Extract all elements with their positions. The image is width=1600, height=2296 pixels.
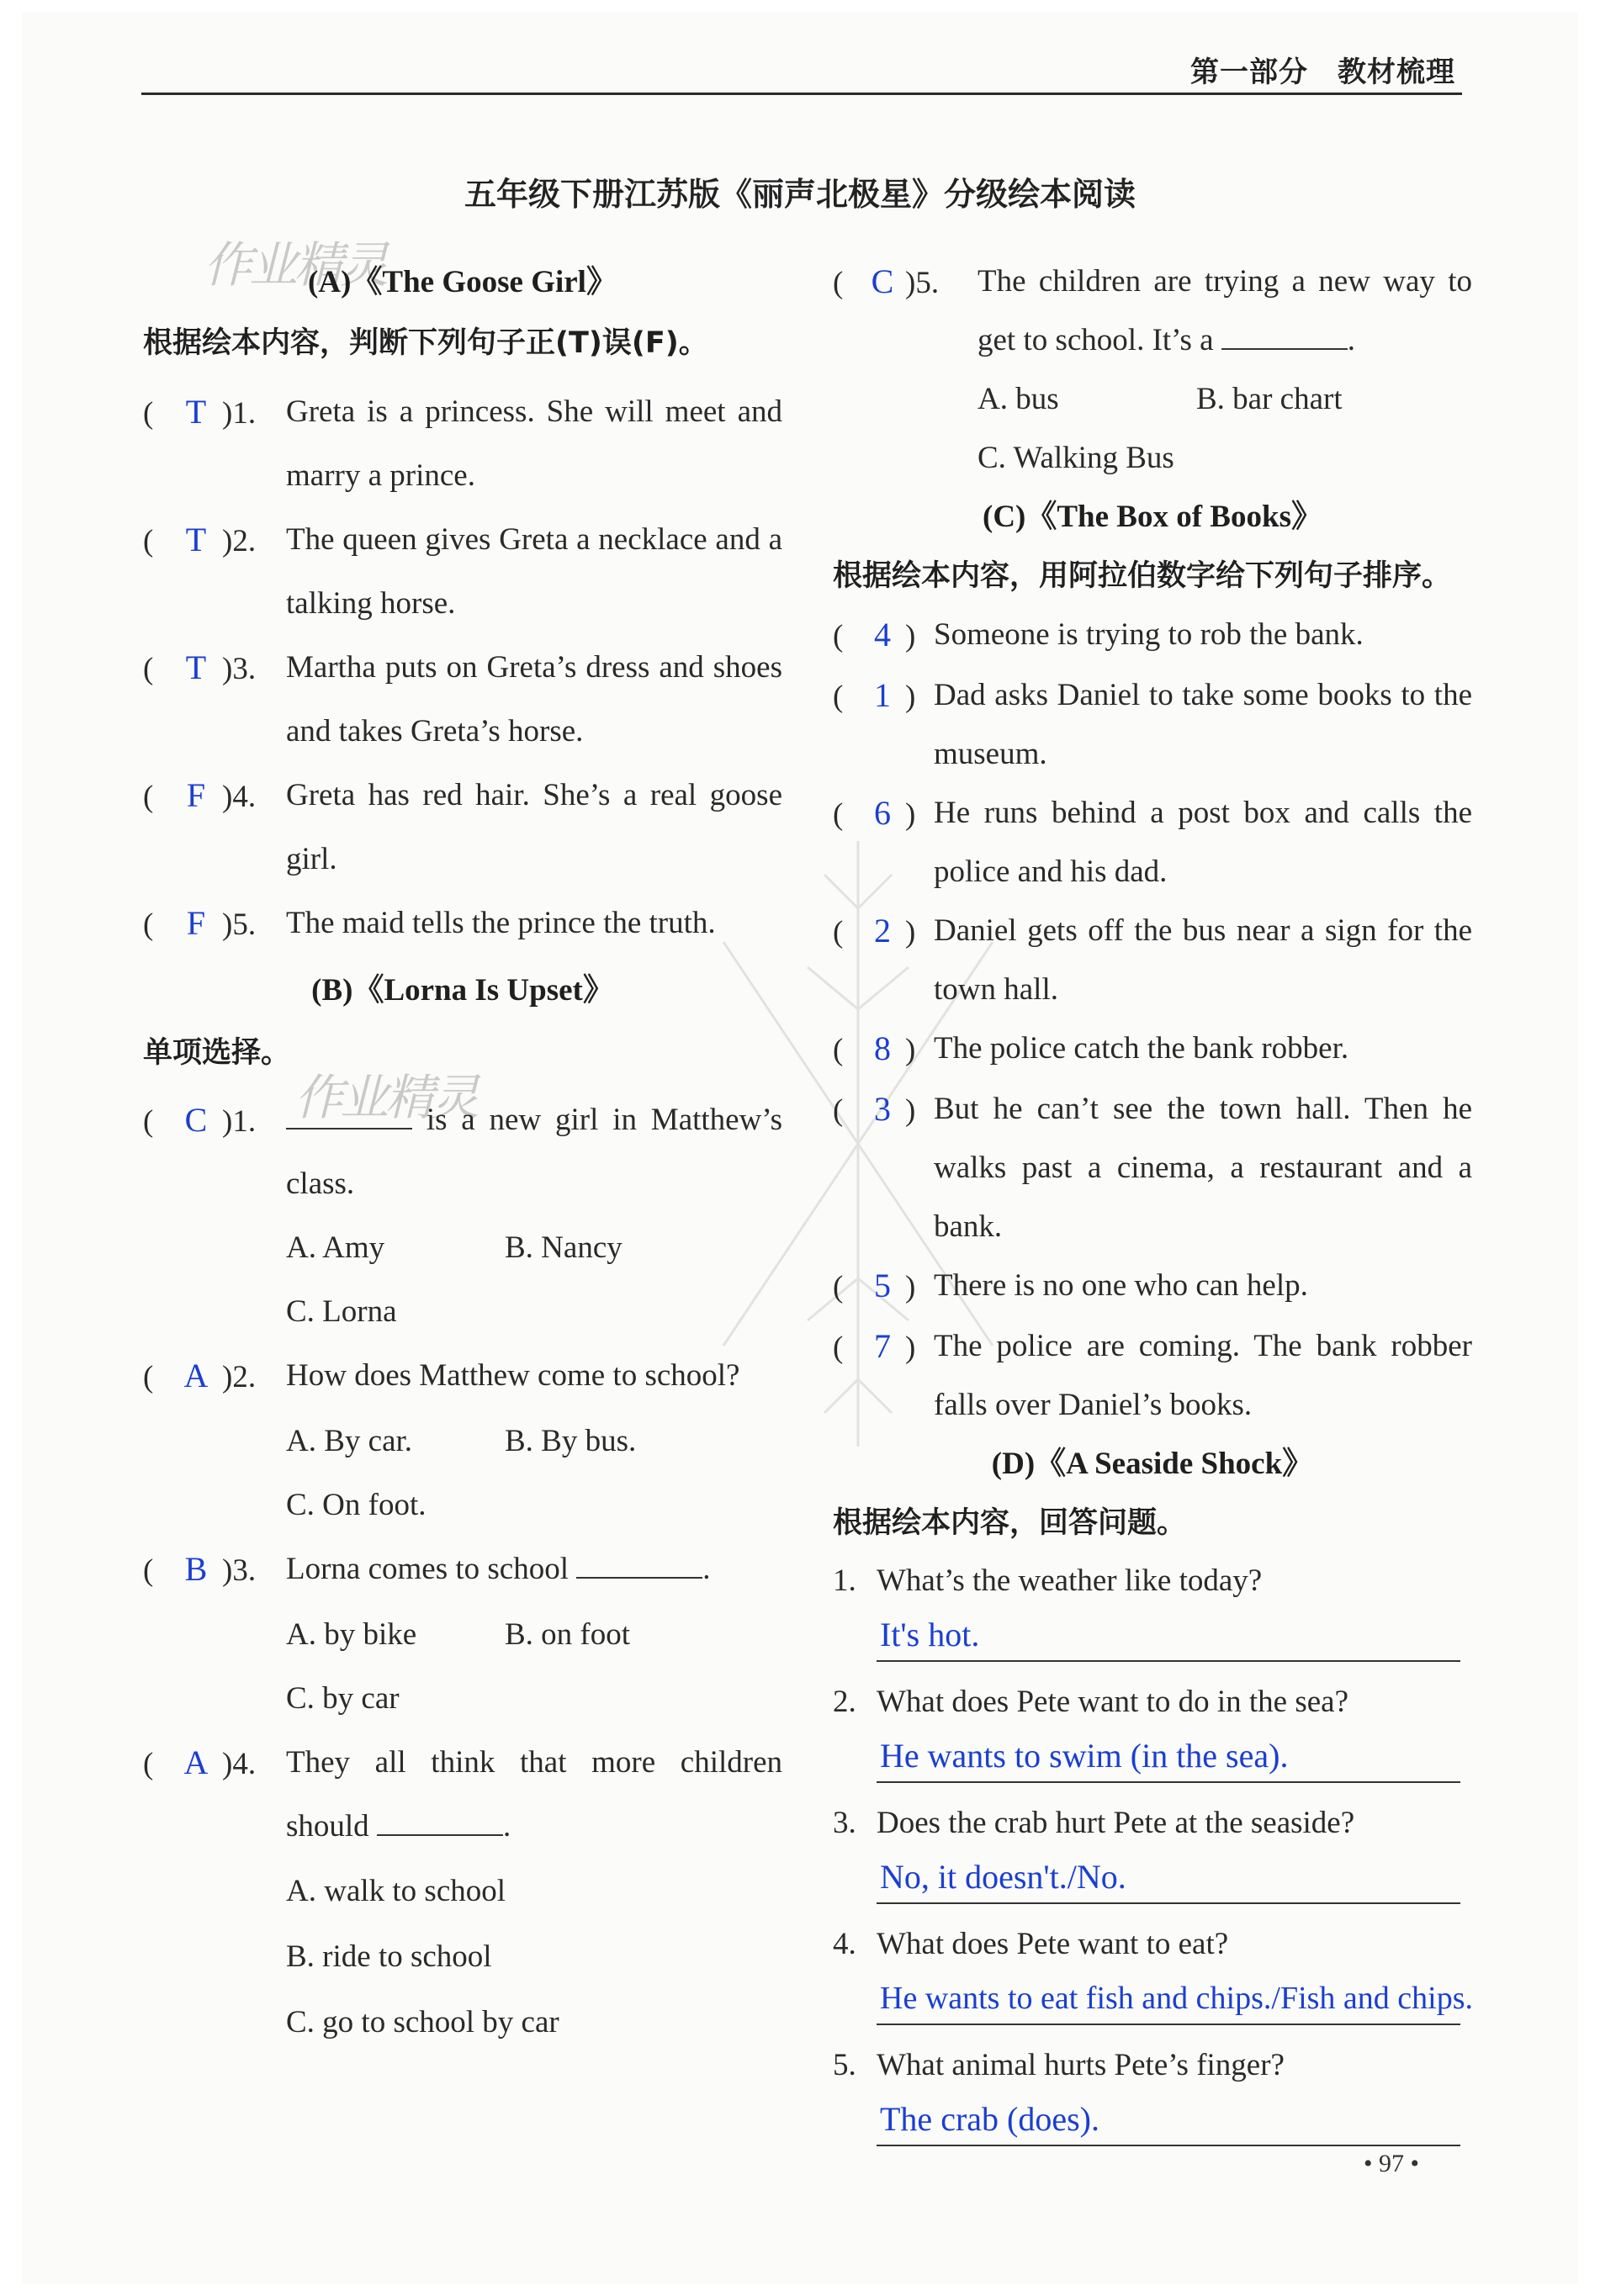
section-a-item-3: ( T )3. Martha puts on Greta’s dress and shoes and takes Greta’s horse. [143,636,782,764]
answer-line: No, it doesn't./No. [877,1852,1460,1904]
section-d-question-5: 5. What animal hurts Pete’s finger? The crab (does). [833,2037,1472,2146]
answer: 1 [874,676,891,714]
section-b-instruction: 单项选择。 [143,1036,291,1070]
answer: B [184,1550,208,1588]
question-text: is a new girl in Matthew’s class. [286,1103,782,1201]
section-c-item: ( 2 ) Daniel gets off the bus near a sign for the town hall. [833,902,1472,1019]
section-a-item-5: ( F )5. The maid tells the prince the truth. [143,891,782,957]
statement-text: The queen gives Greta a necklace and a talking horse. [286,522,782,621]
section-c-title: (C)《The Box of Books》 [983,500,1322,534]
section-c-item: ( 6 ) He runs behind a post box and calls the police and his dad. [833,784,1472,902]
answer: A [183,1357,209,1394]
section-d-instruction: 根据绘本内容，回答问题。 [833,1506,1187,1540]
answer: 4 [874,616,891,653]
answer: 3 [874,1090,891,1128]
section-b-question-3-options: A. by bike B. on foot C. by car [286,1617,631,1716]
sentence-text: There is no one who can help. [934,1268,1308,1303]
section-c-item: ( 7 ) The police are coming. The bank robber falls over Daniel’s books. [833,1317,1472,1435]
question-text: Lorna comes to school [286,1552,577,1586]
answer: T [185,521,207,558]
answer-line: He wants to swim (in the sea). [877,1731,1460,1783]
section-b-question-1-options: A. Amy B. Nancy C. Lorna [286,1230,623,1329]
section-a-item-4: ( F )4. Greta has red hair. She’s a real goose girl. [143,764,782,891]
section-c-instruction: 根据绘本内容，用阿拉伯数字给下列句子排序。 [833,559,1452,593]
question-text: What animal hurts Pete’s finger? [877,2048,1285,2082]
answer: 2 [874,912,891,950]
answer: 5 [874,1267,891,1304]
answer-line: The crab (does). [877,2094,1460,2146]
section-d-question-1: 1. What’s the weather like today? It's hot. [833,1553,1472,1662]
statement-text: The maid tells the prince the truth. [286,906,716,940]
answer: 7 [874,1327,891,1365]
question-text: The children are trying a new way to get to school. It’s a [977,264,1472,357]
section-c-item: ( 1 ) Dad asks Daniel to take some books to the museum. [833,666,1472,784]
answer: T [185,393,207,431]
section-a-title: (A)《The Goose Girl》 [308,265,617,299]
section-c-item: ( 8 ) The police catch the bank robber. [833,1019,1472,1080]
header-section-label: 第一部分 教材梳理 [1190,56,1455,89]
question-text: What’s the weather like today? [877,1563,1263,1598]
sentence-text: Dad asks Daniel to take some books to the museum. [934,678,1472,771]
section-b-question-4: ( A )4. They all think that more children should . [143,1731,782,1859]
answer: C [871,262,894,300]
section-b-question-1: ( C )1. is a new girl in Matthew’s class. [143,1088,782,1216]
page-number: • 97 • [1363,2150,1419,2177]
answer: F [186,776,206,814]
answer-blank [576,1546,702,1579]
answer: 8 [874,1029,891,1067]
sentence-text: But he can’t see the town hall. Then he walks past a cinema, a restaurant and a bank. [934,1092,1472,1244]
section-d-question-2: 2. What does Pete want to do in the sea? He wants to swim (in the sea). [833,1674,1472,1783]
section-b-question-2: ( A )2. How does Matthew come to school? [143,1344,782,1410]
sentence-text: The police catch the bank robber. [934,1031,1349,1066]
section-b-question-5-options: A. bus B. bar chart C. Walking Bus [977,382,1343,475]
sentence-text: He runs behind a post box and calls the police and his dad. [934,796,1472,889]
question-text: They all think that more children should [286,1745,782,1844]
watermark-top: 作业精灵 [204,236,386,294]
section-c-item: ( 5 ) There is no one who can help. [833,1256,1472,1317]
question-text: How does Matthew come to school? [286,1358,740,1393]
answer: A [183,1743,209,1781]
sentence-text: Daniel gets off the bus near a sign for the town hall. [934,913,1472,1007]
statement-text: Greta has red hair. She’s a real goose girl. [286,778,782,876]
sentence-text: Someone is trying to rob the bank. [934,617,1364,652]
answer: 6 [874,794,891,832]
section-b-question-2-options: A. By car. B. By bus. C. On foot. [286,1424,637,1522]
section-d-question-4: 4. What does Pete want to eat? He wants to eat fish and chips./Fish and chips. [833,1916,1472,2025]
section-a-item-1: ( T )1. Greta is a princess. She will meet and marry a prince. [143,380,782,508]
left-column [143,252,782,2055]
statement-text: Martha puts on Greta’s dress and shoes and takes Greta’s horse. [286,650,782,749]
question-text: What does Pete want to eat? [877,1927,1229,1961]
sentence-text: The police are coming. The bank robber falls over Daniel’s books. [934,1329,1472,1422]
section-c-item: ( 3 ) But he can’t see the town hall. Then he walks past a cinema, a restaurant and a bank. [833,1080,1472,1256]
header-rule [141,93,1462,95]
right-column [833,252,1472,2146]
question-text: What does Pete want to do in the sea? [877,1685,1348,1719]
question-text: Does the crab hurt Pete at the seaside? [877,1806,1355,1840]
section-b-question-3: ( B )3. Lorna comes to school . [143,1537,782,1603]
answer-line: He wants to eat fish and chips./Fish and chips. [877,1973,1460,2025]
page-title: 五年级下册江苏版《丽声北极星》分级绘本阅读 [464,176,1136,213]
section-b-question-5: ( C )5. The children are trying a new way to get to school. It’s a . [833,252,1472,370]
answer-line: It's hot. [877,1610,1460,1662]
section-d-title: (D)《A Seaside Shock》 [991,1447,1314,1481]
section-d-question-3: 3. Does the crab hurt Pete at the seaside? No, it doesn't./No. [833,1795,1472,1904]
answer: T [185,648,207,686]
answer: C [184,1101,208,1139]
section-b-question-4-options: A. walk to school B. ride to school C. go to school by car [286,1874,559,2039]
section-b-title: (B)《Lorna Is Upset》 [311,973,614,1008]
section-a-item-2: ( T )2. The queen gives Greta a necklace and a talking horse. [143,508,782,636]
statement-text: Greta is a princess. She will meet and marry a prince. [286,394,782,493]
answer: F [186,904,206,942]
answer-blank [286,1097,412,1129]
section-a-instruction: 根据绘本内容，判断下列句子正(T)误(F)。 [143,326,708,360]
section-c-item: ( 4 ) Someone is trying to rob the bank. [833,606,1472,666]
answer-blank [1221,317,1348,350]
answer-blank [377,1803,503,1836]
watermark-middle: 作业精灵 [294,1069,477,1126]
